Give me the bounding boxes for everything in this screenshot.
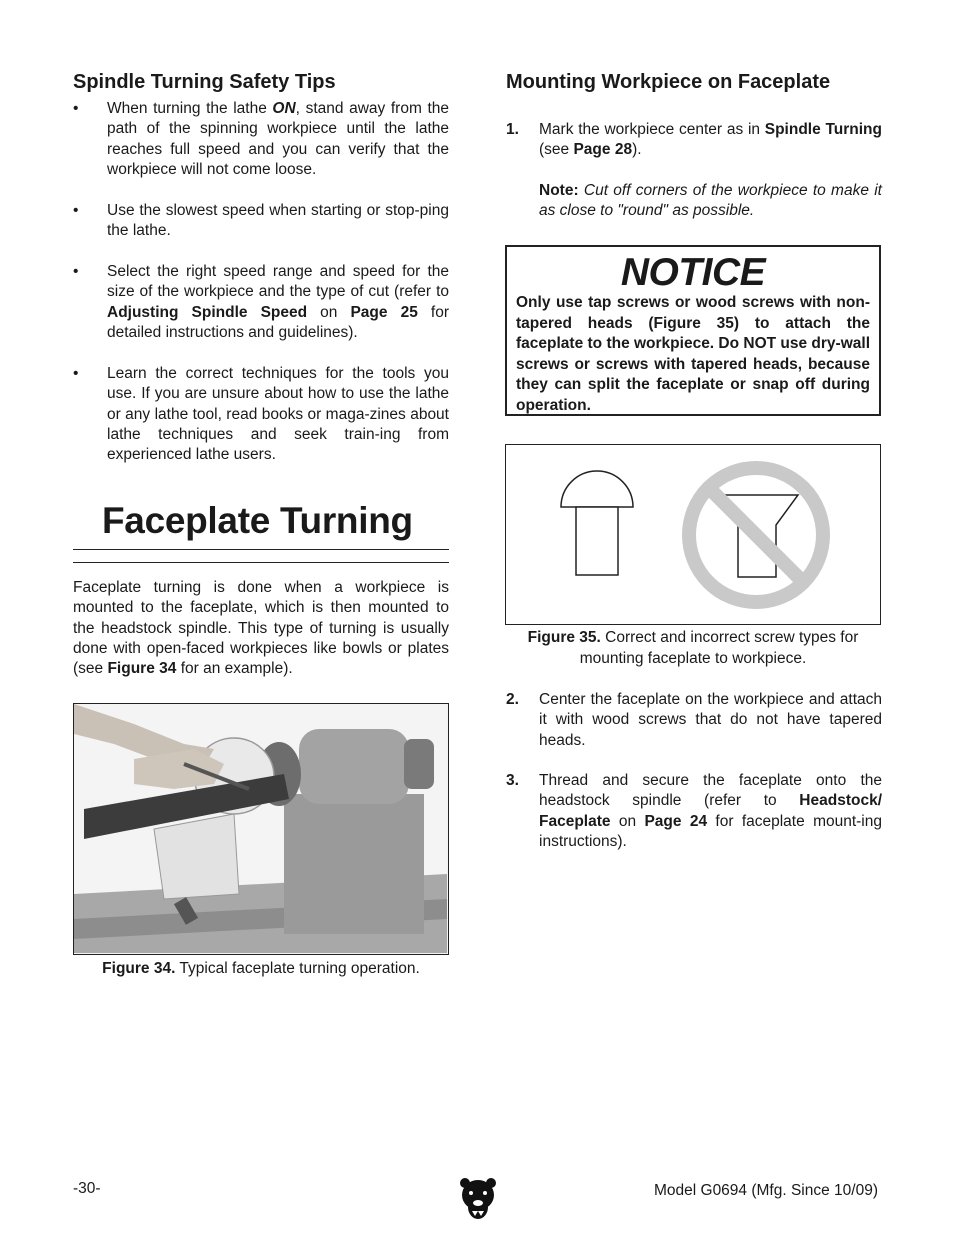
safety-bullet-3: • Select the right speed range and speed for the size of the workpiece and the type of cut (refer to Adjusting Spindle Speed on Page 25 for detailed instructions and guidelines). [73, 263, 449, 341]
safety-bullet-4: • Learn the correct techniques for the tools you use. If you are unsure about how to use the lathe or any lathe tool, read books or maga-zines about lathe techniques and seek train-ing from experienced lathe users. [73, 365, 449, 464]
step-3: 3. Thread and secure the faceplate onto the headstock spindle (refer to Headstock/ Faceplate on Page 24 for faceplate mount-ing instructions). [506, 772, 882, 850]
mounting-heading: Mounting Workpiece on Faceplate [506, 71, 831, 93]
no-symbol-icon [689, 468, 823, 602]
notice-box [505, 245, 881, 416]
figure-35-box [505, 444, 881, 625]
figure-34-photo [73, 703, 449, 955]
step-2: 2. Center the faceplate on the workpiece and attach it with wood screws that do not have tapered heads. [506, 691, 882, 749]
title-rule-bottom [73, 562, 449, 563]
notice-title: NOTICE [620, 251, 766, 294]
page-number: -30- [73, 1180, 101, 1197]
screw-types-illustration [506, 445, 879, 623]
safety-tips-heading: Spindle Turning Safety Tips [73, 71, 336, 93]
safety-bullet-2: • Use the slowest speed when starting or stop-ping the lathe. [73, 202, 449, 240]
figure-35-caption: Figure 35. Correct and incorrect screw types for mounting faceplate to workpiece. [527, 629, 859, 667]
section-title: Faceplate Turning [102, 500, 413, 541]
lathe-photo-illustration [74, 704, 447, 953]
bullet-glyph: • [73, 100, 79, 117]
figure-34-caption: Figure 34. Typical faceplate turning operation. [102, 960, 420, 977]
notice-text: Only use tap screws or wood screws with non-tapered heads (Figure 35) to attach the faceplate to the workpiece. Do NOT use dry-wall screws or screws with tapered heads, because they can split the faceplate or snap off during operation. [516, 294, 871, 414]
title-rule-top [73, 549, 449, 550]
model-info: Model G0694 (Mfg. Since 10/09) [653, 1182, 878, 1199]
bullet-glyph: • [73, 202, 79, 219]
safety-bullet-1: • When turning the lathe ON, stand away from the path of the spinning workpiece until the lathe reaches full speed and you can verify that the workpiece will not come loose. [73, 100, 449, 178]
bullet-glyph: • [73, 365, 79, 382]
step-1: 1. Mark the workpiece center as in Spindle Turning (see Page 28). [506, 121, 882, 159]
bullet-glyph: • [73, 263, 79, 280]
non-tapered-screw-icon [561, 471, 633, 575]
faceplate-intro: Faceplate turning is done when a workpiece is mounted to the faceplate, which is then mounted to the headstock spindle. This type of turning is usually done with open-faced workpieces like bowls or plates (see Figure 34 for an example). [73, 579, 449, 678]
step-1-note: Note: Cut off corners of the workpiece to make it as close to "round" as possible. [539, 182, 882, 220]
grizzly-bear-logo-icon [458, 1173, 498, 1223]
